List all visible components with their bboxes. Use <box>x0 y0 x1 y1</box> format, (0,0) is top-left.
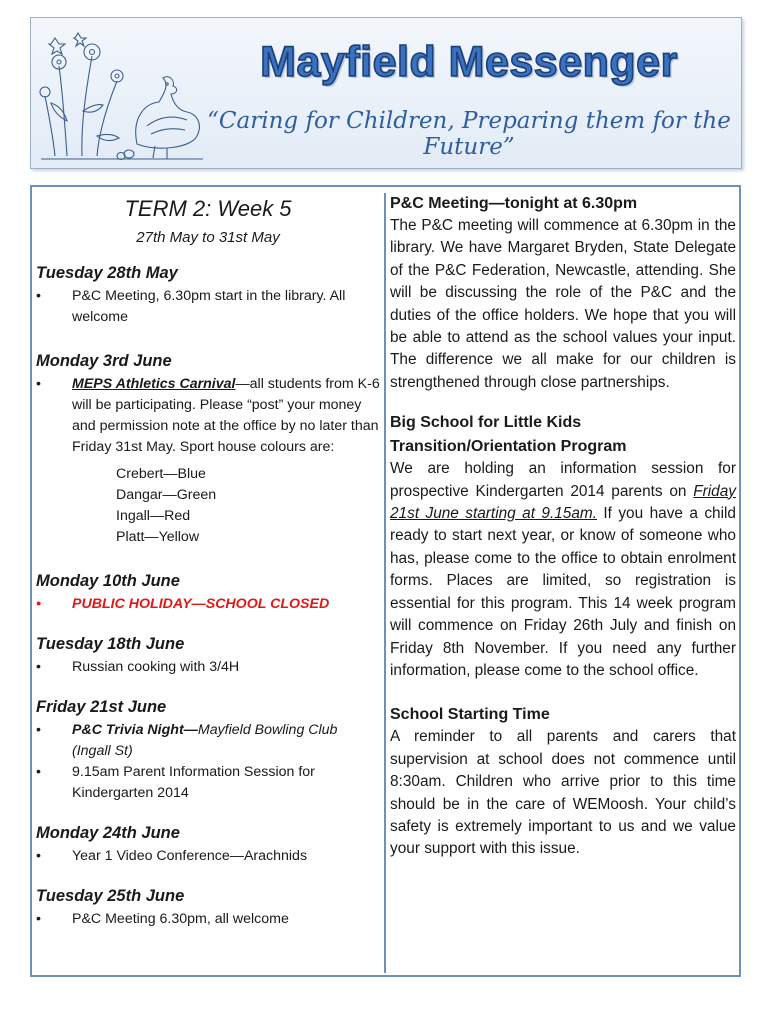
athletics-carnival-label: MEPS Athletics Carnival <box>72 376 236 392</box>
house-colour: Crebert—Blue <box>116 466 206 482</box>
day-heading: Tuesday 18th June <box>36 635 185 653</box>
day-heading: Friday 21st June <box>36 698 167 716</box>
day-list <box>36 286 380 328</box>
week-range: 27th May to 31st May <box>136 229 280 246</box>
big-school-text-b: If you have a child ready to start next year, or know of someone who has, please come to the office to obtain enrolment forms. Places are limited, so registration is essential for this program. This 14 week program will commence on Friday 26th July and finish on Friday 8th November. If you need any further information, please come to the school office. <box>390 505 736 679</box>
starting-time-heading: School Starting Time <box>390 706 550 724</box>
trivia-night-venue: Mayfield Bowling Club (Ingall St) <box>72 722 338 759</box>
day-heading: Monday 3rd June <box>36 352 172 370</box>
calendar-column <box>36 193 380 930</box>
day-heading: Tuesday 25th June <box>36 887 185 905</box>
public-holiday-item: • PUBLIC HOLIDAY—SCHOOL CLOSED <box>36 594 380 615</box>
term-heading: TERM 2: Week 5 <box>124 196 292 221</box>
day-list <box>36 720 380 804</box>
transition-program-heading: Transition/Orientation Program <box>390 438 627 456</box>
newsletter-title: Mayfield Messenger <box>260 38 678 86</box>
calendar-item: • P&C Meeting 6.30pm, all welcome <box>36 909 380 930</box>
house-colours-list <box>36 464 380 548</box>
calendar-item: • Year 1 Video Conference—Arachnids <box>36 846 380 867</box>
pc-meeting-heading: P&C Meeting—tonight at 6.30pm <box>390 195 638 212</box>
day-list <box>36 374 380 458</box>
house-colour: Ingall—Red <box>116 508 191 524</box>
day-list <box>36 846 380 867</box>
day-list <box>36 594 380 615</box>
athletics-carnival-text: —all students from K-6 will be participating. Please “post” your money and permission note at the office by no later than Friday 31st May. Sport house colours are: <box>72 376 380 455</box>
big-school-text-a: We are holding an information session for prospective Kindergarten 2014 parents on <box>390 460 736 500</box>
big-school-body <box>390 458 736 682</box>
day-list <box>36 909 380 930</box>
calendar-item <box>36 720 380 762</box>
info-session-date: Friday 21st June starting at 9.15am. <box>390 482 736 523</box>
calendar-item: • P&C Meeting, 6.30pm start in the library. All welcome <box>36 286 380 328</box>
flowers-and-hen-sketch-icon <box>37 26 207 162</box>
house-colour: Platt—Yellow <box>116 529 200 545</box>
starting-time-body: A reminder to all parents and carers that supervision at school does not commence until 8:30am. Children who arrive prior to this time should be in the care of WEMoosh. Your child’s safety is extremely important to us and we value your support with this issue. <box>390 728 736 858</box>
day-heading: Monday 10th June <box>36 572 180 590</box>
trivia-night-label: P&C Trivia Night— <box>72 722 198 738</box>
masthead <box>30 17 742 169</box>
house-colour: Dangar—Green <box>116 487 217 503</box>
day-heading: Tuesday 28th May <box>36 264 178 282</box>
big-school-heading: Big School for Little Kids <box>390 414 582 432</box>
articles-column <box>390 193 736 861</box>
pc-meeting-body: The P&C meeting will commence at 6.30pm in the library. We have Margaret Bryden, State Delegate of the P&C Federation, Newcastle, attending. She will be discussing the role of the P&C and the duties of the office holders. We hope that you will be able to attend as the school values your input. The difference we all make for our children is strengthened through close partnerships. <box>390 217 736 391</box>
calendar-item: • 9.15am Parent Information Session for Kindergarten 2014 <box>36 762 380 804</box>
calendar-item <box>36 374 380 458</box>
calendar-item: • Russian cooking with 3/4H <box>36 657 380 678</box>
day-heading: Monday 24th June <box>36 824 180 842</box>
day-list <box>36 657 380 678</box>
column-divider <box>384 193 386 973</box>
newsletter-tagline: “Caring for Children, Preparing them for the Future” <box>207 108 731 160</box>
